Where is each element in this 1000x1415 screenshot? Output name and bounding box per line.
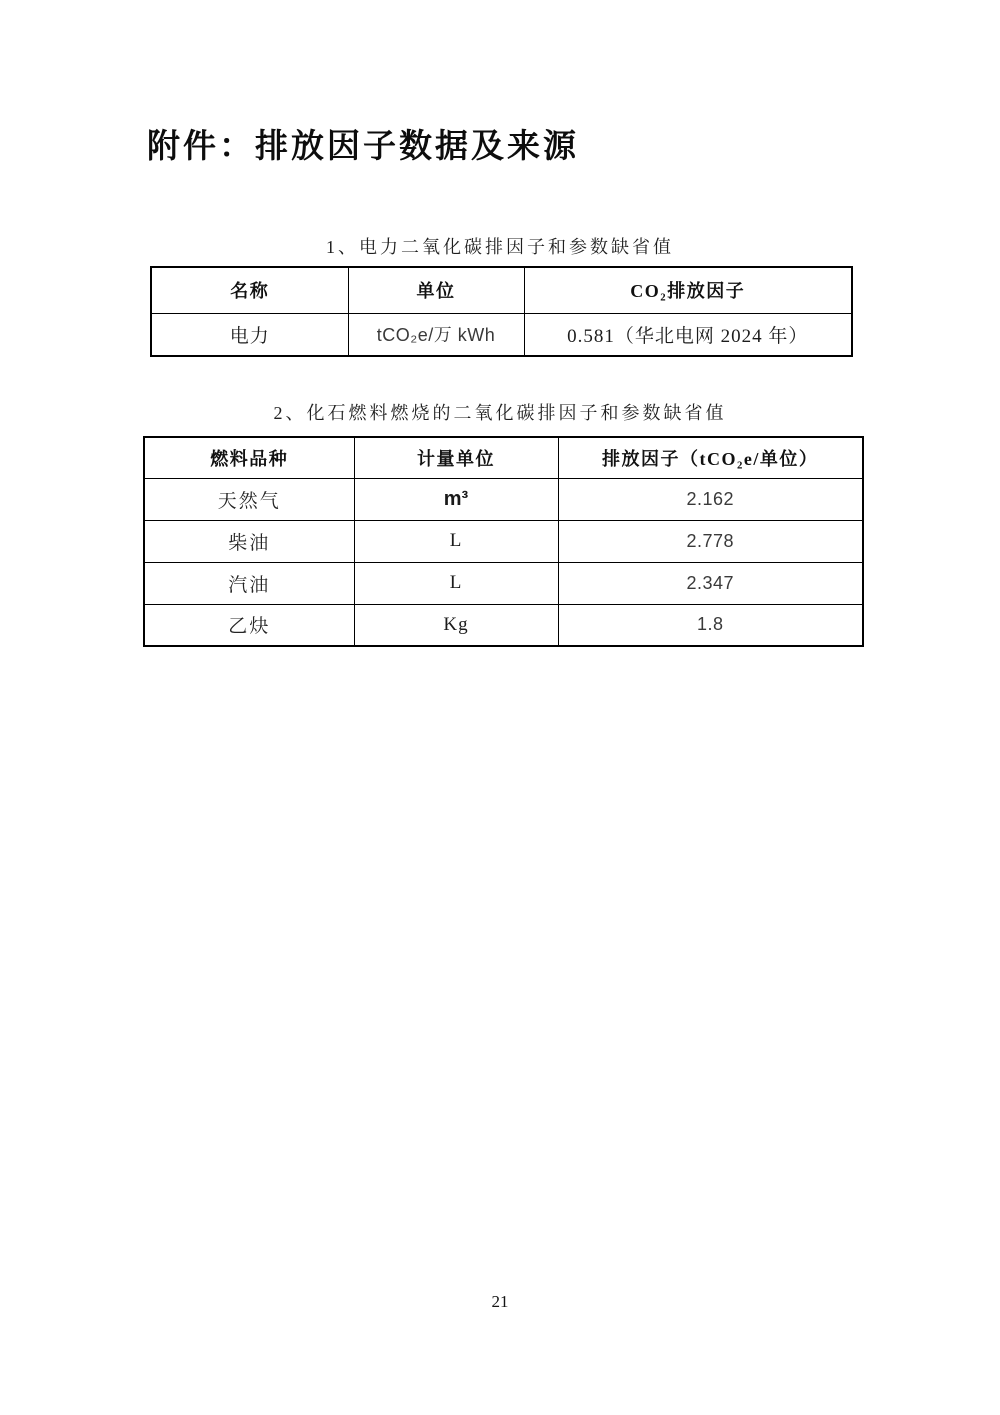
table2-cell-factor: 1.8	[558, 604, 863, 646]
table2-cell-factor: 2.778	[558, 520, 863, 562]
table2-cell-unit: L	[354, 562, 558, 604]
table2-cell-fuel: 天然气	[144, 478, 354, 520]
table2-header-row	[144, 437, 863, 478]
table1-cell-unit: tCO₂e/万 kWh	[348, 313, 524, 356]
table2-cell-fuel: 汽油	[144, 562, 354, 604]
table1-header-row	[151, 267, 852, 313]
table1-caption: 1、电力二氧化碳排因子和参数缺省值	[326, 237, 674, 257]
table2-row-diesel	[144, 520, 863, 562]
table2-cell-factor: 2.162	[558, 478, 863, 520]
table2-cell-unit: L	[354, 520, 558, 562]
table2-header-emission-factor: 排放因子（tCO₂e/单位）	[558, 437, 863, 478]
table2-caption: 2、化石燃料燃烧的二氧化碳排因子和参数缺省值	[273, 403, 727, 423]
page-title: 附件：排放因子数据及来源	[147, 129, 579, 165]
table1-header-name: 名称	[151, 267, 348, 313]
table2-cell-unit: Kg	[354, 604, 558, 646]
table1-cell-name: 电力	[151, 313, 348, 356]
table2-cell-fuel: 乙炔	[144, 604, 354, 646]
table2-row-gasoline	[144, 562, 863, 604]
table2-row-natural-gas	[144, 478, 863, 520]
page-number: 21	[491, 1292, 509, 1311]
fossil-fuel-emission-factor-table	[143, 436, 864, 647]
table2-header-fuel-type: 燃料品种	[144, 437, 354, 478]
table1-header-unit: 单位	[348, 267, 524, 313]
electricity-emission-factor-table	[150, 266, 853, 357]
table1-data-row	[151, 313, 852, 356]
table1-header-co2-factor: CO₂排放因子	[524, 267, 852, 313]
table2-cell-factor: 2.347	[558, 562, 863, 604]
table2-header-measure-unit: 计量单位	[354, 437, 558, 478]
table2-cell-unit: m³	[354, 478, 558, 520]
table1-cell-factor: 0.581（华北电网 2024 年）	[524, 313, 852, 356]
table2-cell-fuel: 柴油	[144, 520, 354, 562]
table2-row-acetylene	[144, 604, 863, 646]
